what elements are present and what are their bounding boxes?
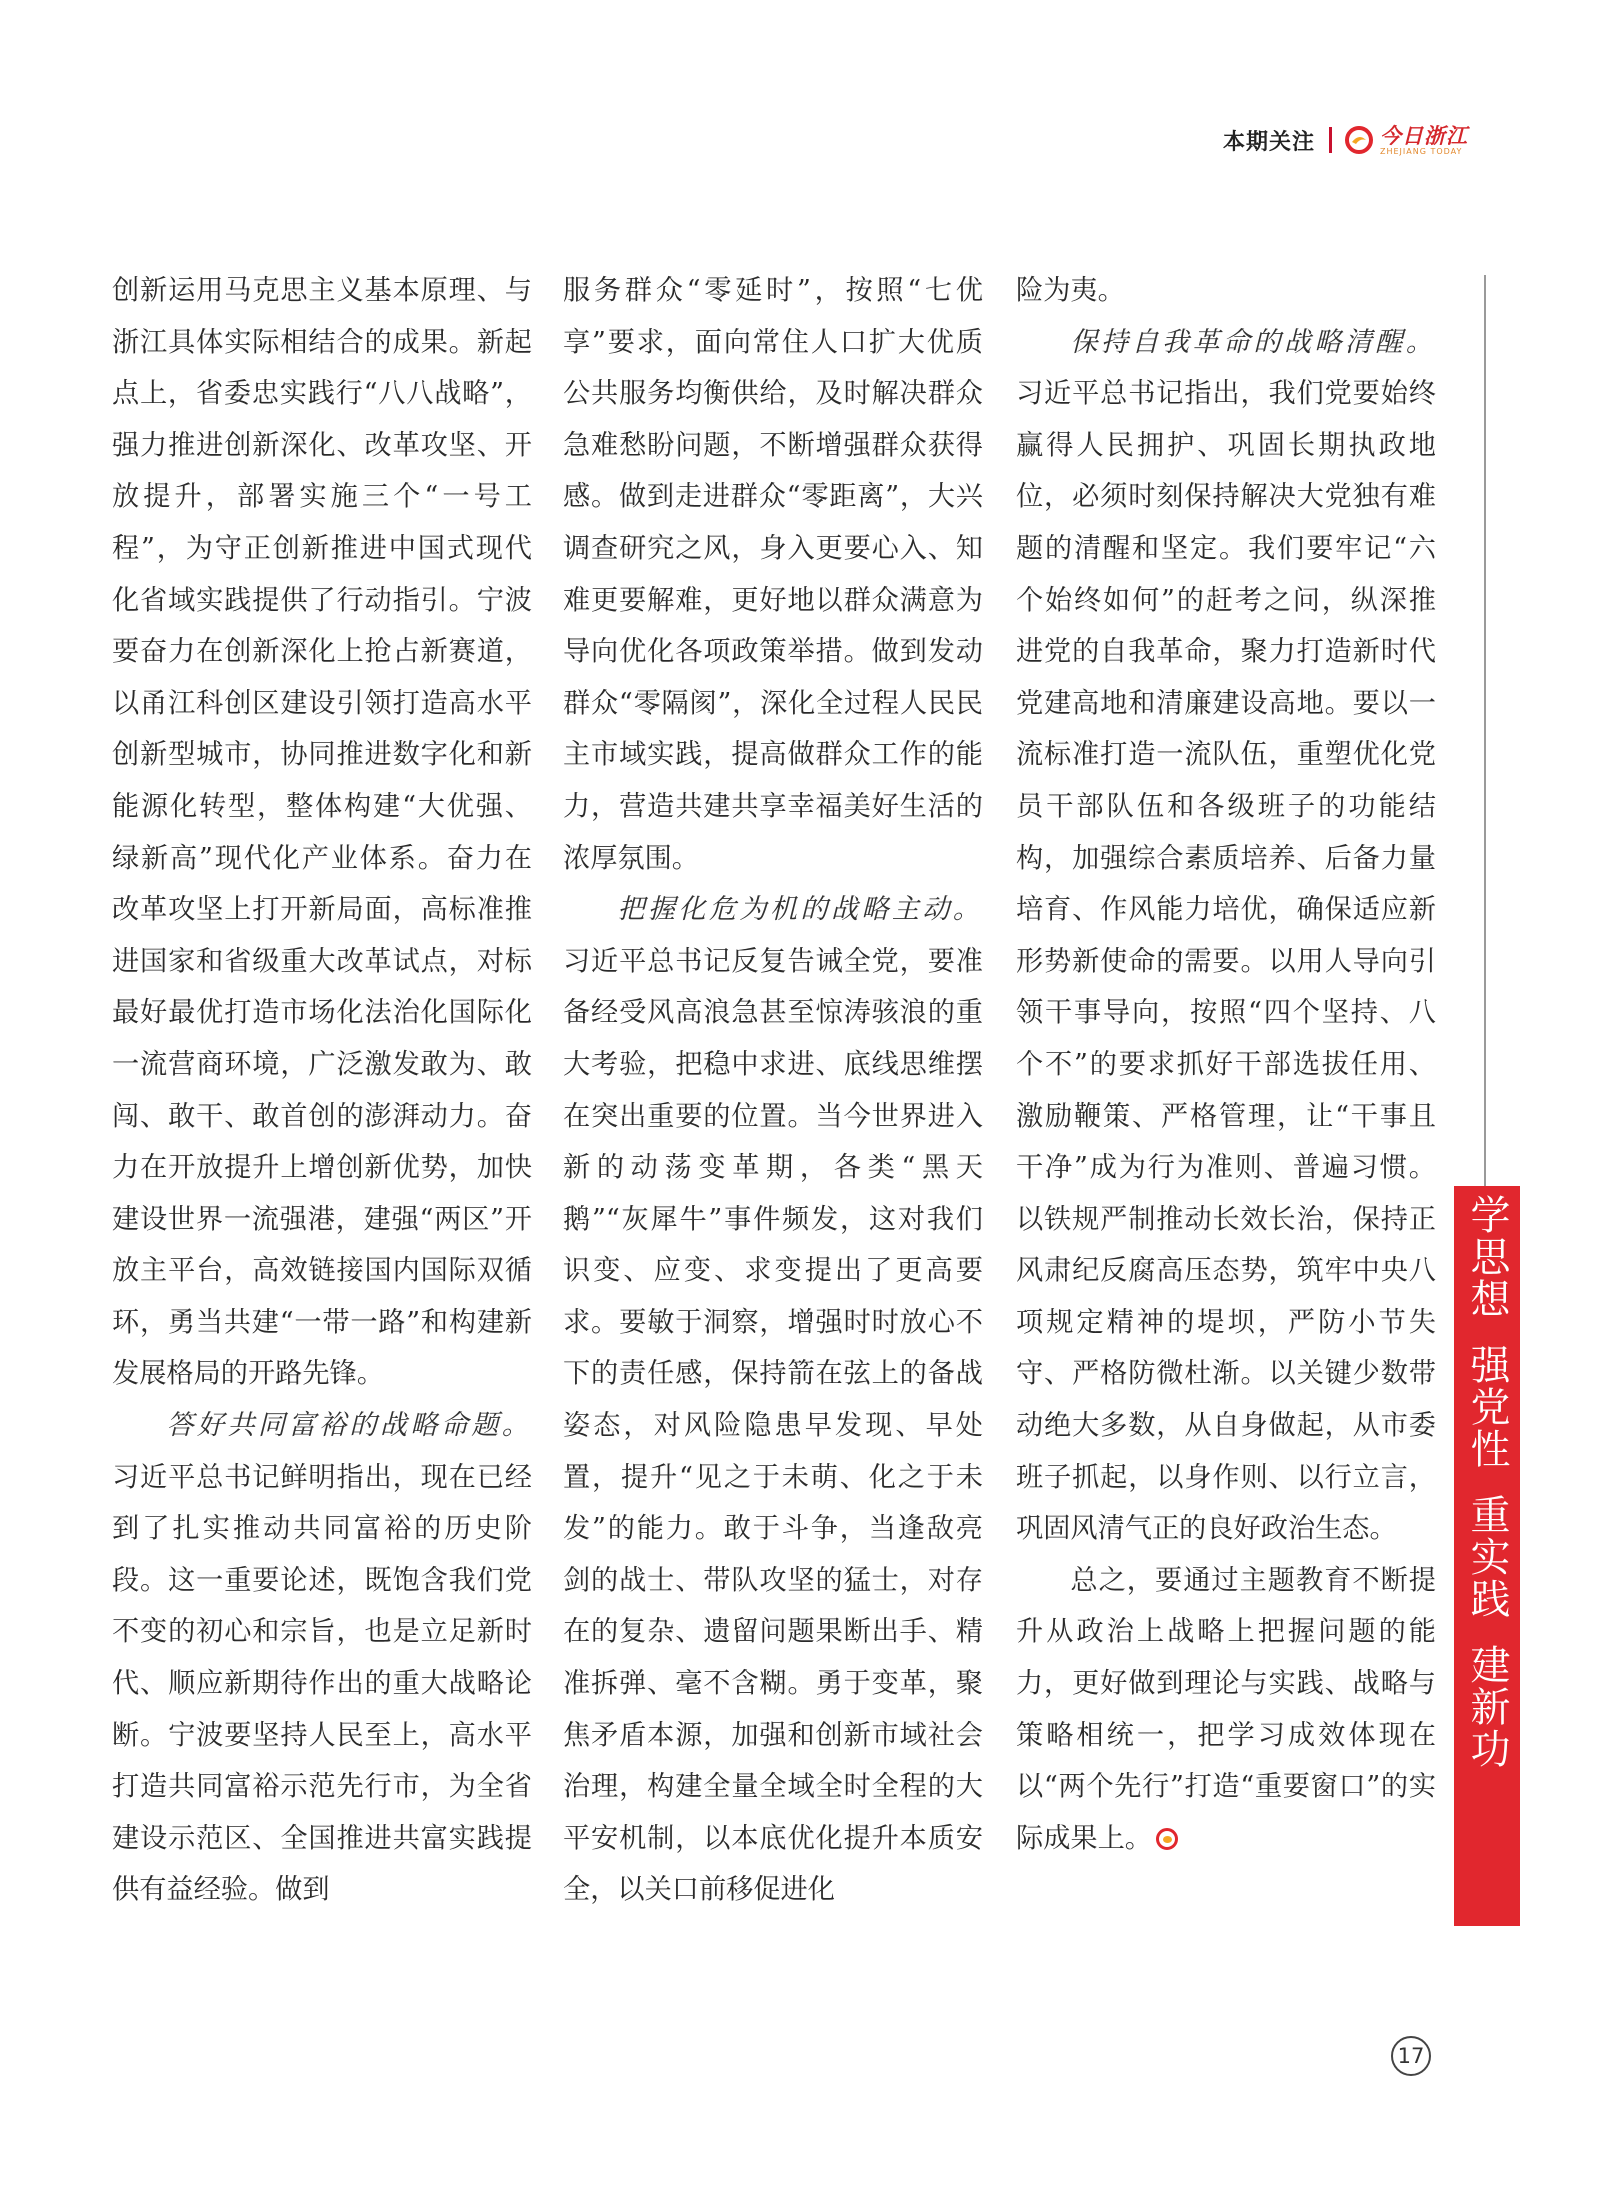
- slogan-text: 建新功: [1464, 1644, 1510, 1770]
- paragraph-body: 习近平总书记鲜明指出，现在已经到了扎实推动共同富裕的历史阶段。这一重要论述，既饱含我们党不变的初心和宗旨，也是立足新时代、顺应新期待作出的重大战略论断。宁波要坚持人民至上，高水平打造共同富裕示范先行市，为全省建设示范区、全国推进共富实践提供有益经验。做到: [112, 1461, 532, 1906]
- slogan-text: 学思想: [1464, 1194, 1510, 1320]
- paragraph: [1016, 317, 1436, 1555]
- paragraph: 服务群众“零延时”，按照“七优享”要求，面向常住人口扩大优质公共服务均衡供给，及时解决群众急难愁盼问题，不断增强群众获得感。做到走进群众“零距离”，大兴调查研究之风，身入更要心入、知难更要解难，更好地以群众满意为导向优化各项政策举措。做到发动群众“零隔阂”，深化全过程人民民主市域实践，提高做群众工作的能力，营造共建共享幸福美好生活的浓厚氛围。: [563, 275, 983, 874]
- logo-swirl-icon: [1344, 125, 1374, 155]
- paragraph: 险为夷。: [1016, 275, 1125, 306]
- slogan-banner: [1454, 1186, 1520, 1926]
- paragraph-body: 习近平总书记指出，我们党要始终赢得人民拥护、巩固长期执政地位，必须时刻保持解决大党独有难题的清醒和坚定。我们要牢记“六个始终如何”的赶考之问，纵深推进党的自我革命，聚力打造新时代党建高地和清廉建设高地。要以一流标准打造一流队伍，重塑优化党员干部队伍和各级班子的功能结构，加强综合素质培养、后备力量培育、作风能力培优，确保适应新形势新使命的需要。以用人导向引领干事导向，按照“四个坚持、八个不”的要求抓好干部选拔任用、激励鞭策、严格管理，让“干事且干净”成为行为准则、普遍习惯。以铁规严制推动长效长治，保持正风肃纪反腐高压态势，筑牢中央八项规定精神的堤坝，严防小节失守、严格防微杜渐。以关键少数带动绝大多数，从自身做起，从市委班子抓起，以身作则、以行立言，巩固风清气正的良好政治生态。: [1016, 378, 1436, 1545]
- text-column-1: [112, 265, 532, 1916]
- slogan-group: [1464, 1194, 1510, 1320]
- paragraph: [112, 1400, 532, 1916]
- end-mark-icon: [1156, 1828, 1178, 1850]
- slogan-text: 重实践: [1464, 1494, 1510, 1620]
- paragraph-body: 习近平总书记反复告诫全党，要准备经受风高浪急甚至惊涛骇浪的重大考验，把稳中求进、底线思维摆在突出重要的位置。当今世界进入新的动荡变革期，各类“黑天鹅”“灰犀牛”事件频发，这对我们识变、应变、求变提出了更高要求。要敏于洞察，增强时时放心不下的责任感，保持箭在弦上的备战姿态，对风险隐患早发现、早处置，提升“见之于未萌、化之于未发”的能力。敢于斗争，当逢敌亮剑的战士、带队攻坚的猛士，对存在的复杂、遗留问题果断出手、精准拆弹、毫不含糊。勇于变革，聚焦矛盾本源，加强和创新市域社会治理，构建全量全域全时全程的大平安机制，以本底优化提升本质安全，以关口前移促进化: [563, 945, 983, 1906]
- slogan-group: [1464, 1344, 1510, 1470]
- section-lead: 保持自我革命的战略清醒。: [1070, 326, 1436, 358]
- page-header: [1223, 120, 1468, 160]
- closing-text: 总之，要通过主题教育不断提升从政治上战略上把握问题的能力，更好做到理论与实践、战略与策略相统一，把学习成效体现在以“两个先行”打造“重要窗口”的实际成果上。: [1016, 1564, 1436, 1854]
- section-label: 本期关注: [1222, 129, 1315, 155]
- slogan-group: [1464, 1644, 1510, 1770]
- logo-subtitle: ZHEJIANG TODAY: [1380, 146, 1463, 156]
- logo-name: 今日浙江: [1380, 122, 1468, 148]
- page-number: 17: [1391, 2036, 1431, 2076]
- slogan-group: [1464, 1494, 1510, 1620]
- paragraph: 创新运用马克思主义基本原理、与浙江具体实际相结合的成果。新起点上，省委忠实践行“八八战略”，强力推进创新深化、改革攻坚、开放提升，部署实施三个“一号工程”，为守正创新推进中国式现代化省域实践提供了行动指引。宁波要奋力在创新深化上抢占新赛道，以甬江科创区建设引领打造高水平创新型城市，协同推进数字化和新能源化转型，整体构建“大优强、绿新高”现代化产业体系。奋力在改革攻坚上打开新局面，高标准推进国家和省级重大改革试点，对标最好最优打造市场化法治化国际化一流营商环境，广泛激发敢为、敢闯、敢干、敢首创的澎湃动力。奋力在开放提升上增创新优势，加快建设世界一流强港，建强“两区”开放主平台，高效链接国内国际双循环，勇当共建“一带一路”和构建新发展格局的开路先锋。: [112, 275, 532, 1390]
- slogan-text: 强党性: [1464, 1344, 1510, 1470]
- section-lead: 答好共同富裕的战略命题。: [166, 1410, 532, 1442]
- paragraph: [1016, 1555, 1436, 1865]
- paragraph: [563, 884, 983, 1916]
- section-lead: 把握化危为机的战略主动。: [617, 894, 983, 926]
- text-column-3: [1016, 265, 1436, 1864]
- magazine-logo: [1344, 122, 1468, 156]
- text-column-2: [563, 265, 983, 1916]
- header-divider: [1329, 127, 1332, 153]
